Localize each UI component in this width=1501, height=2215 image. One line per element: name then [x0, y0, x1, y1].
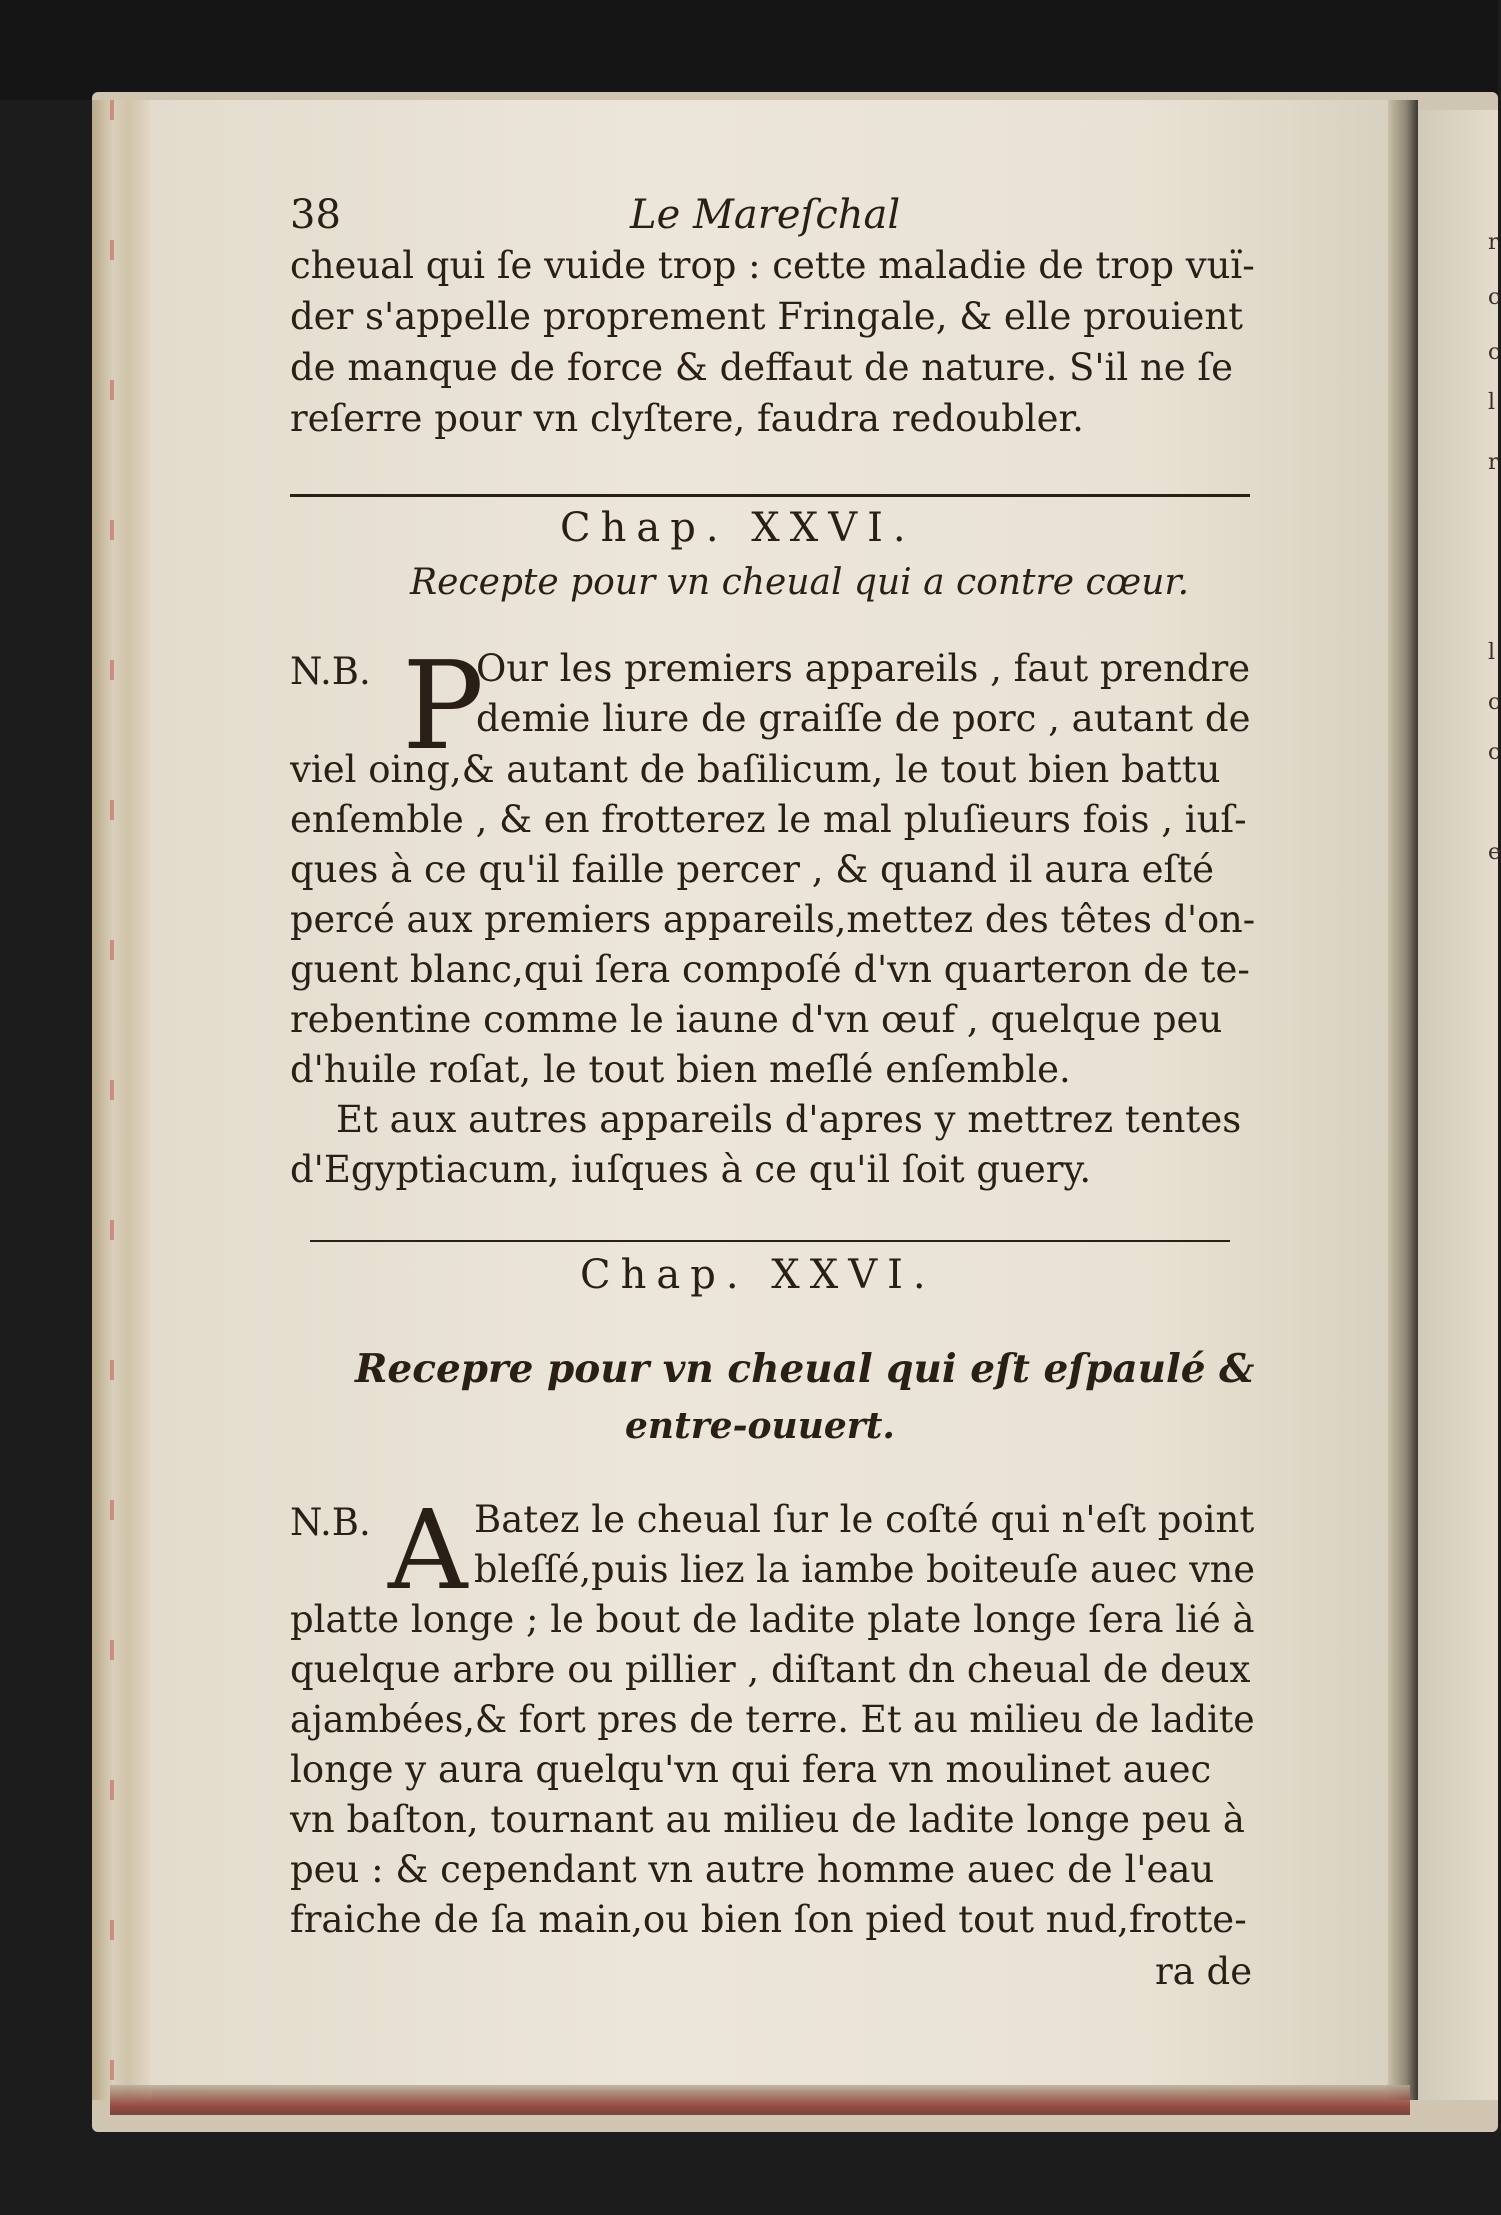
text-line: fraiche de ſa main,ou bien ſon pied tout nud,frotte- — [290, 1898, 1247, 1941]
text-line: guent blanc,qui ſera compoſé d'vn quarteron de te- — [290, 948, 1250, 991]
text-line: enſemble , & en frotterez le mal pluſieurs fois , iuſ- — [290, 798, 1247, 841]
chapter-heading: Chap. XXVI. — [580, 1252, 936, 1298]
chapter-title: Recepre pour vn cheual qui eſt eſpaulé & — [355, 1346, 1255, 1392]
text-line: Batez le cheual ſur le coſté qui n'eſt point — [474, 1498, 1255, 1541]
text-line: bleſſé,puis liez la iambe boiteuſe auec vne — [474, 1548, 1255, 1591]
facing-page-letter: c — [1488, 285, 1501, 310]
nb-marker: N.B. — [290, 650, 371, 693]
facing-page-letter: l — [1488, 390, 1496, 415]
dark-background — [0, 0, 1498, 100]
drop-cap: P — [402, 635, 485, 777]
text-line: viel oing,& autant de baſilicum, le tout bien battu — [290, 748, 1221, 791]
page-edges-bottom — [110, 2085, 1410, 2115]
facing-page-letter: r — [1488, 230, 1499, 255]
running-title: Le Mareſchal — [630, 192, 901, 238]
text-line: de manque de force & deffaut de nature. S'il ne ſe — [290, 346, 1234, 389]
text-line: reſerre pour vn clyſtere, faudra redoubler. — [290, 397, 1084, 440]
text-line: peu : & cependant vn autre homme auec de l'eau — [290, 1848, 1215, 1891]
text-line: Et aux autres appareils d'apres y mettrez tentes — [336, 1098, 1242, 1141]
facing-page-letter: c — [1488, 690, 1501, 715]
chapter-heading: Chap. XXVI. — [560, 505, 916, 551]
chapter-title-continued: entre-ouuert. — [625, 1405, 895, 1447]
facing-page-letter: r — [1488, 450, 1499, 475]
text-line: percé aux premiers appareils,mettez des têtes d'on- — [290, 898, 1256, 941]
section-rule — [310, 1240, 1230, 1242]
page-header — [290, 192, 1250, 252]
text-line: d'Egyptiacum, iuſques à ce qu'il ſoit guery. — [290, 1148, 1092, 1191]
text-line: Our les premiers appareils , faut prendre — [476, 647, 1251, 690]
facing-page-letter: e — [1488, 840, 1501, 865]
nb-marker: N.B. — [290, 1501, 371, 1544]
text-line: demie liure de graiſſe de porc , autant de — [476, 697, 1251, 740]
text-line: quelque arbre ou pillier , diſtant dn cheual de deux — [290, 1648, 1251, 1691]
text-line: der s'appelle proprement Fringale, & elle prouient — [290, 295, 1244, 338]
text-line: vn baſton, tournant au milieu de ladite longe peu à — [290, 1798, 1245, 1841]
book-gutter — [1388, 100, 1418, 2100]
page-edges-left — [92, 100, 152, 2100]
text-line: cheual qui ſe vuide trop : cette maladie de trop vuï- — [290, 244, 1255, 287]
text-line: longe y aura quelqu'vn qui fera vn moulinet auec — [290, 1748, 1212, 1791]
chapter-title: Recepte pour vn cheual qui a contre cœur. — [410, 562, 1190, 603]
catchword: ra de — [1155, 1950, 1253, 1993]
page-number: 38 — [290, 192, 341, 238]
drop-cap: A — [388, 1486, 468, 1614]
facing-page-letter: l — [1488, 640, 1496, 665]
text-line: ques à ce qu'il faille percer , & quand il aura eſté — [290, 848, 1214, 891]
facing-page-letter: c — [1488, 340, 1501, 365]
section-rule — [290, 494, 1250, 497]
text-line: ajambées,& fort pres de terre. Et au milieu de ladite — [290, 1698, 1255, 1741]
text-line: platte longe ; le bout de ladite plate longe ſera lié à — [290, 1598, 1255, 1641]
facing-page-edge — [1418, 110, 1501, 2100]
text-line: rebentine comme le iaune d'vn œuf , quelque peu — [290, 998, 1223, 1041]
facing-page-letter: c — [1488, 740, 1501, 765]
text-line: d'huile roſat, le tout bien meſlé enſemble. — [290, 1048, 1071, 1091]
